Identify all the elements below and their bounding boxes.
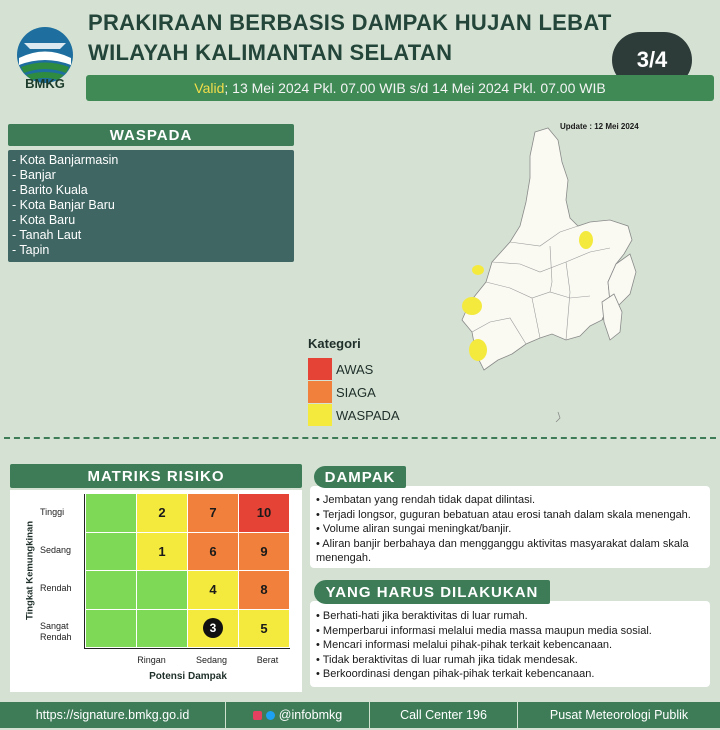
matrix-row-label: Tinggi	[40, 507, 65, 517]
matrix-cell-highlighted	[188, 610, 239, 649]
list-item: - Kota Baru	[12, 213, 76, 227]
list-item: • Aliran banjir berbahaya dan mengganggu aktivitas masyarakat dalam skala menengah.	[316, 537, 689, 564]
list-item: • Tidak beraktivitas di luar rumah jika tidak mendesak.	[316, 653, 578, 666]
risk-matrix-grid	[86, 494, 290, 648]
dampak-panel	[310, 486, 710, 568]
map-waspada-area	[579, 231, 593, 249]
page-title-line2: WILAYAH KALIMANTAN SELATAN	[88, 40, 453, 65]
map-waspada-area	[472, 265, 484, 275]
matrix-x-axis-label: Potensi Dampak	[149, 671, 227, 682]
legend-label-awas: AWAS	[336, 362, 374, 377]
legend-swatch-siaga	[308, 381, 332, 403]
list-item: • Berhati-hati jika beraktivitas di luar rumah.	[316, 610, 528, 622]
list-item: • Berkoordinasi dengan pihak-pihak terkait kebencanaan.	[316, 668, 595, 680]
matrix-cell	[86, 494, 137, 533]
list-item: - Barito Kuala	[12, 183, 88, 197]
footer-bar	[0, 702, 720, 728]
valid-text: ; 13 Mei 2024 Pkl. 07.00 WIB s/d 14 Mei 2024 Pkl. 07.00 WIB	[224, 80, 606, 96]
matrix-cell	[86, 610, 137, 649]
matrix-col-label: Ringan	[137, 655, 166, 665]
list-item: • Mencari informasi melalui pihak-pihak terkait kebencanaan.	[316, 639, 613, 651]
matrix-cell: 2	[137, 494, 188, 533]
list-item: - Kota Banjar Baru	[12, 198, 115, 212]
legend-label-waspada: WASPADA	[336, 408, 400, 423]
matrix-cell: 10	[239, 494, 290, 533]
matrix-cell	[86, 533, 137, 572]
list-item: - Kota Banjarmasin	[12, 153, 119, 167]
list-item: • Memperbarui informasi melalui media massa maupun media sosial.	[316, 624, 652, 637]
matrix-row-label: Sangat Rendah	[40, 621, 72, 642]
map-waspada-area	[469, 339, 487, 361]
waspada-header: WASPADA	[8, 124, 294, 146]
matrix-col-label: Berat	[256, 655, 279, 665]
list-item: • Volume aliran sungai meningkat/banjir.	[316, 523, 512, 535]
footer-call-center: Call Center 196	[370, 702, 518, 728]
matrix-y-axis-label: Tingkat Kemungkinan	[24, 520, 36, 621]
legend-label-siaga: SIAGA	[336, 385, 376, 400]
matrix-cell: 5	[239, 610, 290, 649]
waspada-region-list	[8, 150, 294, 262]
footer-social[interactable]	[226, 702, 370, 728]
validity-bar	[86, 75, 714, 101]
list-item: - Tanah Laut	[12, 228, 82, 242]
map-waspada-area	[462, 297, 482, 315]
matrix-cell	[137, 571, 188, 610]
harus-panel	[310, 601, 710, 687]
list-item: • Terjadi longsor, guguran bebatuan atau erosi tanah dalam skala menengah.	[316, 508, 691, 521]
dampak-header: DAMPAK	[314, 466, 406, 488]
matrix-row-label: Sedang	[40, 545, 72, 555]
instagram-icon	[253, 711, 262, 720]
matrix-header: MATRIKS RISIKO	[10, 464, 302, 488]
harus-header: YANG HARUS DILAKUKAN	[314, 580, 550, 604]
matrix-axis-x	[84, 648, 290, 649]
matrix-cell: 4	[188, 571, 239, 610]
region-map	[440, 122, 690, 432]
matrix-axis-y	[84, 494, 85, 648]
matrix-cell	[86, 571, 137, 610]
footer-social-handle: @infobmkg	[278, 708, 343, 722]
matrix-cell	[137, 610, 188, 649]
list-item: - Tapin	[12, 243, 50, 257]
matrix-col-label: Sedang	[195, 655, 228, 665]
matrix-cell: 1	[137, 533, 188, 572]
update-date: Update : 12 Mei 2024	[560, 122, 639, 131]
logo-text: BMKG	[25, 76, 65, 91]
list-item: - Banjar	[12, 168, 56, 182]
legend-title: Kategori	[308, 336, 361, 351]
legend-swatch-waspada	[308, 404, 332, 426]
valid-key: Valid	[194, 80, 225, 96]
matrix-cell: 9	[239, 533, 290, 572]
footer-org: Pusat Meteorologi Publik	[549, 708, 689, 722]
page-badge: 3/4	[612, 32, 692, 88]
list-item: • Jembatan yang rendah tidak dapat dilintasi.	[316, 494, 536, 506]
twitter-icon	[266, 711, 275, 720]
section-divider	[4, 437, 716, 439]
matrix-cell: 6	[188, 533, 239, 572]
page-title-line1: PRAKIRAAN BERBASIS DAMPAK HUJAN LEBAT	[88, 10, 612, 35]
matrix-row-label: Rendah	[40, 583, 72, 593]
legend-swatch-awas	[308, 358, 332, 380]
current-risk-marker: 3	[203, 618, 223, 638]
footer-website[interactable]: https://signature.bmkg.go.id	[0, 702, 226, 728]
matrix-cell: 7	[188, 494, 239, 533]
matrix-cell: 8	[239, 571, 290, 610]
